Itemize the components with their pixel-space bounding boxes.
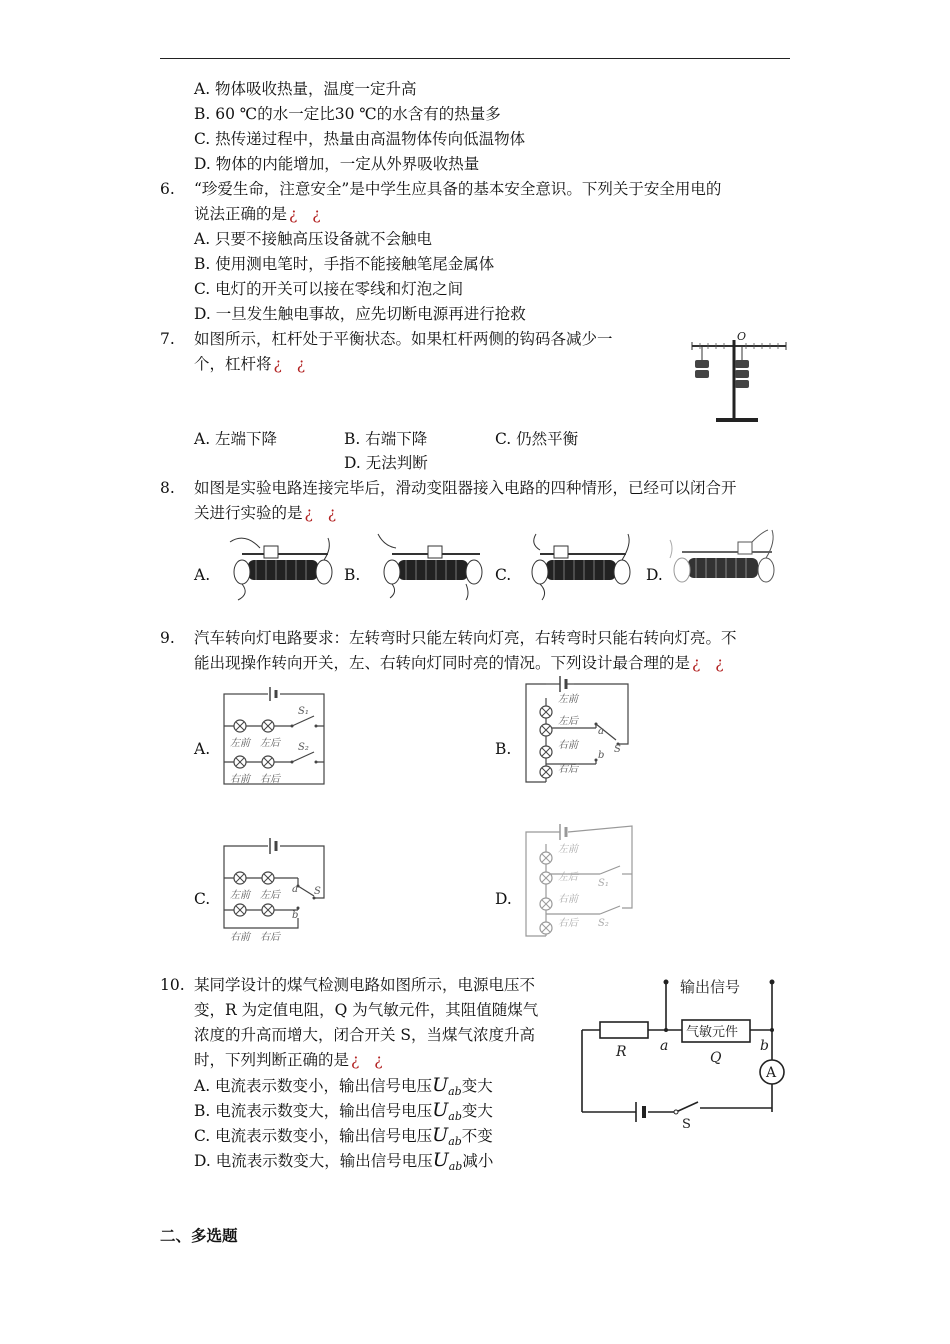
gas-circuit-sensor-label: 气敏元件 — [686, 1025, 739, 1040]
circuit-b-lamp-rr: 右后 — [558, 764, 578, 775]
q7-stem-line1: 如图所示，杠杆处于平衡状态。如果杠杆两侧的钩码各减少一 — [194, 330, 613, 348]
q9-label-d: D. — [495, 890, 512, 908]
circuit-d-lamp-rf: 右前 — [558, 894, 578, 905]
circuit-d — [520, 824, 636, 946]
circuit-c-lamp-rf: 右前 — [230, 932, 250, 943]
q6-option-b: B. 使用测电笔时，手指不能接触笔尾金属体 — [194, 255, 495, 273]
q5-option-a: A. 物体吸收热量，温度一定升高 — [194, 80, 417, 98]
q10-option-a-suffix: 变大 — [461, 1077, 493, 1095]
q7-blank: ¿ ¿ — [273, 355, 306, 373]
circuit-b — [520, 674, 632, 796]
q10-option-c-text: C. 电流表示数变小，输出信号电压 — [194, 1127, 433, 1145]
q10-option-c-suffix: 不变 — [461, 1127, 493, 1145]
circuit-d-switch-s2: S₂ — [598, 918, 609, 929]
q10-option-d-text: D. 电流表示数变大，输出信号电压 — [194, 1152, 433, 1170]
q9-label-b: B. — [495, 740, 512, 758]
q7-option-c: C. 仍然平衡 — [495, 430, 579, 448]
q7-stem-line2 — [194, 353, 305, 375]
rheostat-c — [518, 530, 636, 600]
gas-circuit-b-label: b — [760, 1038, 769, 1054]
circuit-b-contact-b: b — [598, 750, 605, 761]
circuit-b-lamp-lf: 左前 — [558, 694, 578, 705]
q10-option-d — [194, 1149, 493, 1178]
circuit-b-switch-s: S — [614, 744, 621, 755]
ammeter-label: A — [766, 1065, 777, 1081]
q6-option-c: C. 电灯的开关可以接在零线和灯泡之间 — [194, 280, 464, 298]
circuit-b-lamp-rf: 右前 — [558, 740, 578, 751]
circuit-b-lamp-lr: 左后 — [558, 716, 578, 727]
gas-circuit-q-label: Q — [710, 1050, 722, 1066]
q6-stem-line1: “珍爱生命，注意安全”是中学生应具备的基本安全意识。下列关于安全用电的 — [194, 180, 722, 198]
circuit-c-lamp-lf: 左前 — [230, 890, 250, 901]
q8-blank: ¿ ¿ — [304, 504, 337, 522]
q8-stem-text: 关进行实验的是 — [194, 504, 303, 522]
q7-option-b: B. 右端下降 — [344, 430, 428, 448]
rheostat-b — [370, 530, 488, 600]
q10-option-b-u: U — [432, 1099, 449, 1121]
q10-number: 10. — [160, 976, 185, 994]
gas-detector-circuit — [578, 968, 792, 1132]
q9-blank: ¿ ¿ — [692, 654, 724, 672]
q8-label-a: A. — [194, 566, 211, 584]
header-rule — [160, 58, 790, 59]
circuit-c-contact-b: b — [292, 910, 299, 921]
circuit-c-switch-s: S — [314, 886, 321, 897]
q10-option-d-u: U — [432, 1149, 449, 1171]
q10-option-b-suffix: 变大 — [461, 1102, 493, 1120]
q10-stem-line4 — [194, 1049, 383, 1071]
gas-circuit-output-label: 输出信号 — [680, 978, 741, 996]
circuit-a-lamp-rf: 右前 — [230, 774, 250, 785]
q9-label-a: A. — [194, 740, 211, 758]
circuit-d-lamp-lf: 左前 — [558, 844, 578, 855]
q7-option-a: A. 左端下降 — [194, 430, 278, 448]
circuit-d-switch-s1: S₁ — [598, 878, 609, 889]
q9-number: 9. — [160, 629, 175, 647]
circuit-a-lamp-lr: 左后 — [260, 738, 280, 749]
rheostat-d — [668, 528, 786, 598]
gas-circuit-r-label: R — [616, 1044, 627, 1060]
q6-option-d: D. 一旦发生触电事故，应先切断电源再进行抢救 — [194, 305, 526, 323]
circuit-d-lamp-lr: 左后 — [558, 872, 578, 883]
circuit-c — [218, 834, 330, 946]
q9-stem-text: 能出现操作转向开关，左、右转向灯同时亮的情况。下列设计最合理的是 — [194, 654, 691, 672]
circuit-b-contact-a: a — [598, 726, 604, 737]
section-heading: 二、多选题 — [160, 1226, 238, 1245]
q10-stem-line2: 变，R 为定值电阻，Q 为气敏元件，其阻值随煤气 — [194, 1001, 539, 1019]
q7-number: 7. — [160, 330, 175, 348]
q10-option-a-text: A. 电流表示数变小，输出信号电压 — [194, 1077, 433, 1095]
q5-option-d: D. 物体的内能增加，一定从外界吸收热量 — [194, 155, 480, 173]
circuit-a-switch-s2: S₂ — [298, 742, 309, 753]
q9-stem-line2 — [194, 652, 724, 674]
q10-stem-line1: 某同学设计的煤气检测电路如图所示，电源电压不 — [194, 976, 536, 994]
q6-option-a: A. 只要不接触高压设备就不会触电 — [194, 230, 433, 248]
gas-circuit-switch-label: S — [682, 1117, 691, 1132]
q5-option-b: B. 60 ℃的水一定比30 ℃的水含有的热量多 — [194, 105, 501, 123]
circuit-c-lamp-lr: 左后 — [260, 890, 280, 901]
circuit-a-switch-s1: S₁ — [298, 706, 309, 717]
q8-stem-line2 — [194, 502, 336, 524]
q7-stem-text: 个，杠杆将 — [194, 355, 272, 373]
gas-circuit-a-label: a — [660, 1038, 669, 1054]
q8-label-d: D. — [646, 566, 663, 584]
q8-number: 8. — [160, 479, 175, 497]
q10-option-c-u: U — [432, 1124, 449, 1146]
lever-pivot-label: O — [737, 330, 747, 343]
q6-stem-line2 — [194, 203, 321, 225]
q6-number: 6. — [160, 180, 175, 198]
q10-option-d-sub: ab — [448, 1160, 463, 1173]
circuit-c-contact-a: a — [292, 884, 298, 895]
q9-stem-line1: 汽车转向灯电路要求：左转弯时只能左转向灯亮，右转弯时只能右转向灯亮。不 — [194, 629, 737, 647]
q10-option-c-sub: ab — [448, 1135, 462, 1148]
q6-blank: ¿ ¿ — [289, 205, 321, 223]
circuit-a — [218, 684, 330, 796]
q10-option-a-u: U — [432, 1074, 449, 1096]
q10-option-b-sub: ab — [448, 1110, 462, 1123]
q9-label-c: C. — [194, 890, 211, 908]
q10-stem-text: 时，下列判断正确的是 — [194, 1051, 350, 1069]
circuit-c-lamp-rr: 右后 — [260, 932, 280, 943]
q10-option-d-suffix: 减小 — [462, 1152, 494, 1170]
q10-option-a-sub: ab — [448, 1085, 462, 1098]
q6-stem-text: 说法正确的是 — [194, 205, 288, 223]
circuit-a-lamp-lf: 左前 — [230, 738, 250, 749]
q10-option-b-text: B. 电流表示数变大，输出信号电压 — [194, 1102, 433, 1120]
lever-figure — [676, 330, 796, 428]
q10-stem-line3: 浓度的升高而增大，闭合开关 S，当煤气浓度升高 — [194, 1026, 536, 1044]
q8-label-c: C. — [495, 566, 512, 584]
q10-blank: ¿ ¿ — [351, 1051, 383, 1069]
q7-option-d: D. 无法判断 — [344, 454, 428, 472]
q8-label-b: B. — [344, 566, 361, 584]
rheostat-a — [220, 530, 338, 600]
circuit-a-lamp-rr: 右后 — [260, 774, 280, 785]
circuit-d-lamp-rr: 右后 — [558, 918, 578, 929]
q5-option-c: C. 热传递过程中，热量由高温物体传向低温物体 — [194, 130, 526, 148]
q8-stem-line1: 如图是实验电路连接完毕后，滑动变阻器接入电路的四种情形，已经可以闭合开 — [194, 479, 737, 497]
